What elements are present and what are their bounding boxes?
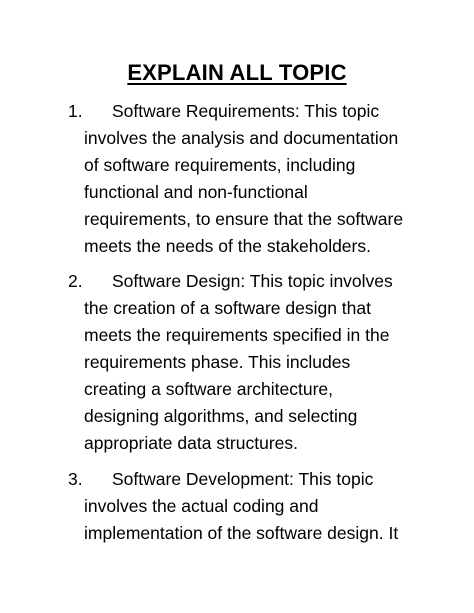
list-item-text-line: requirements phase. This includes [84, 352, 351, 372]
list-item-text-line: involves the analysis and documentation [84, 128, 399, 148]
list-item-text-line: meets the requirements specified in the [84, 325, 390, 345]
list-item-text-line: of software requirements, including [84, 155, 356, 175]
list-item-text-line: creating a software architecture, [84, 379, 334, 399]
list-item-number: 2. [68, 271, 83, 291]
list-item-text-line: Software Development: This topic [112, 469, 374, 489]
list-item-text-line: involves the actual coding and [84, 496, 319, 516]
list-item-text-line: Software Requirements: This topic [112, 101, 380, 121]
list-item-text-line: meets the needs of the stakeholders. [84, 236, 371, 256]
list-item-text-line: requirements, to ensure that the software [84, 209, 404, 229]
list-item-number: 3. [68, 469, 83, 489]
list-item-text-line: implementation of the software design. It [84, 523, 399, 543]
list-item-text-line: functional and non-functional [84, 182, 308, 202]
list-item-text-line: the creation of a software design that [84, 298, 371, 318]
page-title: EXPLAIN ALL TOPIC [127, 60, 347, 85]
list-item-text-line: Software Design: This topic involves [112, 271, 393, 291]
list-item-text-line: appropriate data structures. [84, 433, 299, 453]
list-item-text-line: designing algorithms, and selecting [84, 406, 358, 426]
list-item-number: 1. [68, 101, 83, 121]
